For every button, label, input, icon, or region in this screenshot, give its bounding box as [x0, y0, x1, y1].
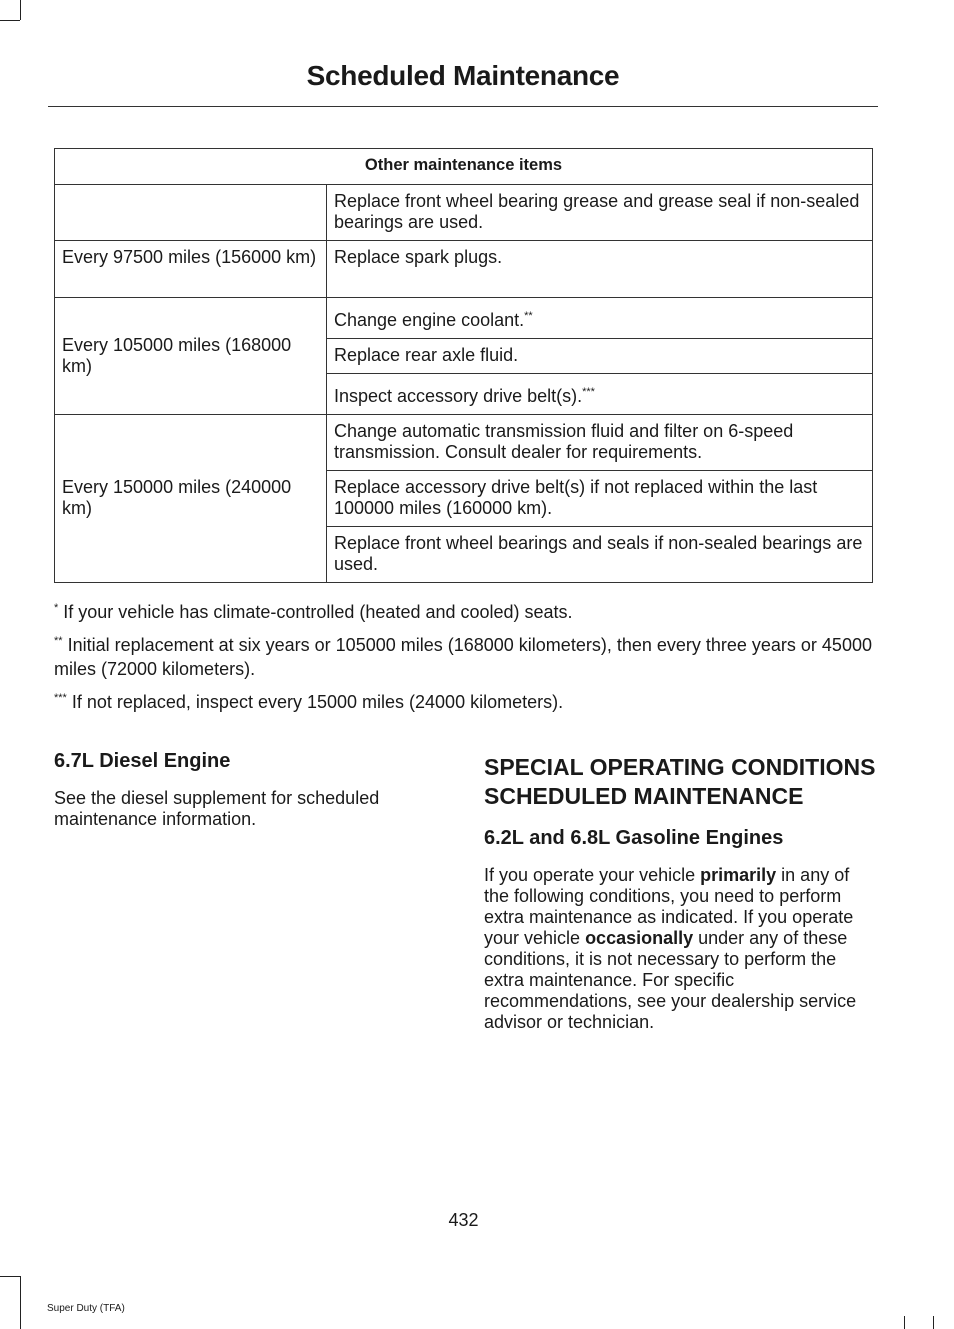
- table-row: [55, 185, 873, 241]
- footnote: [54, 600, 876, 624]
- item-cell: [327, 374, 873, 415]
- maintenance-table: [54, 148, 873, 583]
- page-number: 432: [448, 1210, 479, 1230]
- item-cell: [327, 415, 873, 471]
- footnote-mark: *: [54, 602, 59, 614]
- item-text: Replace front wheel bearings and seals if non-sealed bearings are used.: [334, 533, 863, 574]
- item-cell: [327, 527, 873, 583]
- footnote: [54, 633, 876, 681]
- special-body: [484, 865, 876, 1033]
- crop-mark: [0, 20, 20, 21]
- item-text: Replace accessory drive belt(s) if not replaced within the last 100000 miles (160000 km).: [334, 477, 818, 518]
- title-rule: [48, 106, 878, 107]
- footnote-text: Initial replacement at six years or 105000 miles (168000 kilometers), then every three years or 45000 miles (72000 kilometers).: [54, 635, 872, 679]
- emphasis-primarily: primarily: [700, 865, 777, 885]
- diesel-heading: 6.7L Diesel Engine: [54, 750, 231, 772]
- interval-cell: Every 105000 miles (168000 km): [55, 298, 327, 415]
- footnote-mark: **: [524, 310, 533, 322]
- footnote-text: If your vehicle has climate-controlled (heated and cooled) seats.: [58, 602, 573, 622]
- crop-mark: [20, 0, 21, 20]
- footnote-text: If not replaced, inspect every 15000 miles (24000 kilometers).: [66, 692, 564, 712]
- footnotes: [54, 600, 876, 723]
- body-text-part: in any of the following conditions, you need to perform extra maintenance as indicated. If you operate your vehicle: [484, 865, 854, 948]
- crop-mark: [0, 1276, 20, 1277]
- table-row: [55, 415, 873, 471]
- item-text: Replace rear axle fluid.: [334, 345, 519, 365]
- footer-label: Super Duty (TFA): [47, 1303, 125, 1314]
- item-cell: [327, 471, 873, 527]
- item-cell: [327, 185, 873, 241]
- diesel-body: See the diesel supplement for scheduled maintenance information.: [54, 788, 380, 829]
- gasoline-subheading: 6.2L and 6.8L Gasoline Engines: [484, 827, 784, 849]
- crop-mark: [20, 1276, 21, 1329]
- crop-mark: [904, 1316, 905, 1329]
- interval-cell: Every 150000 miles (240000 km): [55, 415, 327, 583]
- table-row: [55, 298, 873, 339]
- interval-cell: Every 97500 miles (156000 km): [55, 241, 327, 298]
- item-text: Change engine coolant.: [334, 310, 525, 330]
- footnote-mark: **: [54, 635, 63, 647]
- item-text: Replace front wheel bearing grease and grease seal if non-sealed bearings are used.: [334, 191, 860, 232]
- body-text-part: If you operate your vehicle: [484, 865, 701, 885]
- crop-mark: [933, 1316, 934, 1329]
- item-cell: [327, 241, 873, 298]
- footnote: [54, 690, 876, 714]
- special-heading: SPECIAL OPERATING CONDITIONS SCHEDULED MAINTENANCE: [484, 754, 876, 809]
- table-header: Other maintenance items: [55, 149, 873, 185]
- item-text: Inspect accessory drive belt(s).: [334, 386, 583, 406]
- interval-cell: [55, 185, 327, 241]
- footnote-mark: ***: [54, 692, 67, 704]
- special-conditions-section: [484, 753, 876, 1033]
- item-cell: [327, 298, 873, 339]
- diesel-section: [54, 748, 444, 830]
- item-text: Change automatic transmission fluid and filter on 6-speed transmission. Consult dealer for requirements.: [334, 421, 794, 462]
- item-text: Replace spark plugs.: [334, 247, 503, 267]
- table-row: [55, 241, 873, 298]
- page-title: Scheduled Maintenance: [306, 60, 620, 91]
- footnote-mark: ***: [582, 386, 595, 398]
- body-text-part: under any of these conditions, it is not necessary to perform the extra maintenance. For specific recommendations, see your dealership service advisor or technician.: [484, 928, 857, 1032]
- item-cell: [327, 339, 873, 374]
- emphasis-occasionally: occasionally: [585, 928, 694, 948]
- table-header-row: [55, 149, 873, 185]
